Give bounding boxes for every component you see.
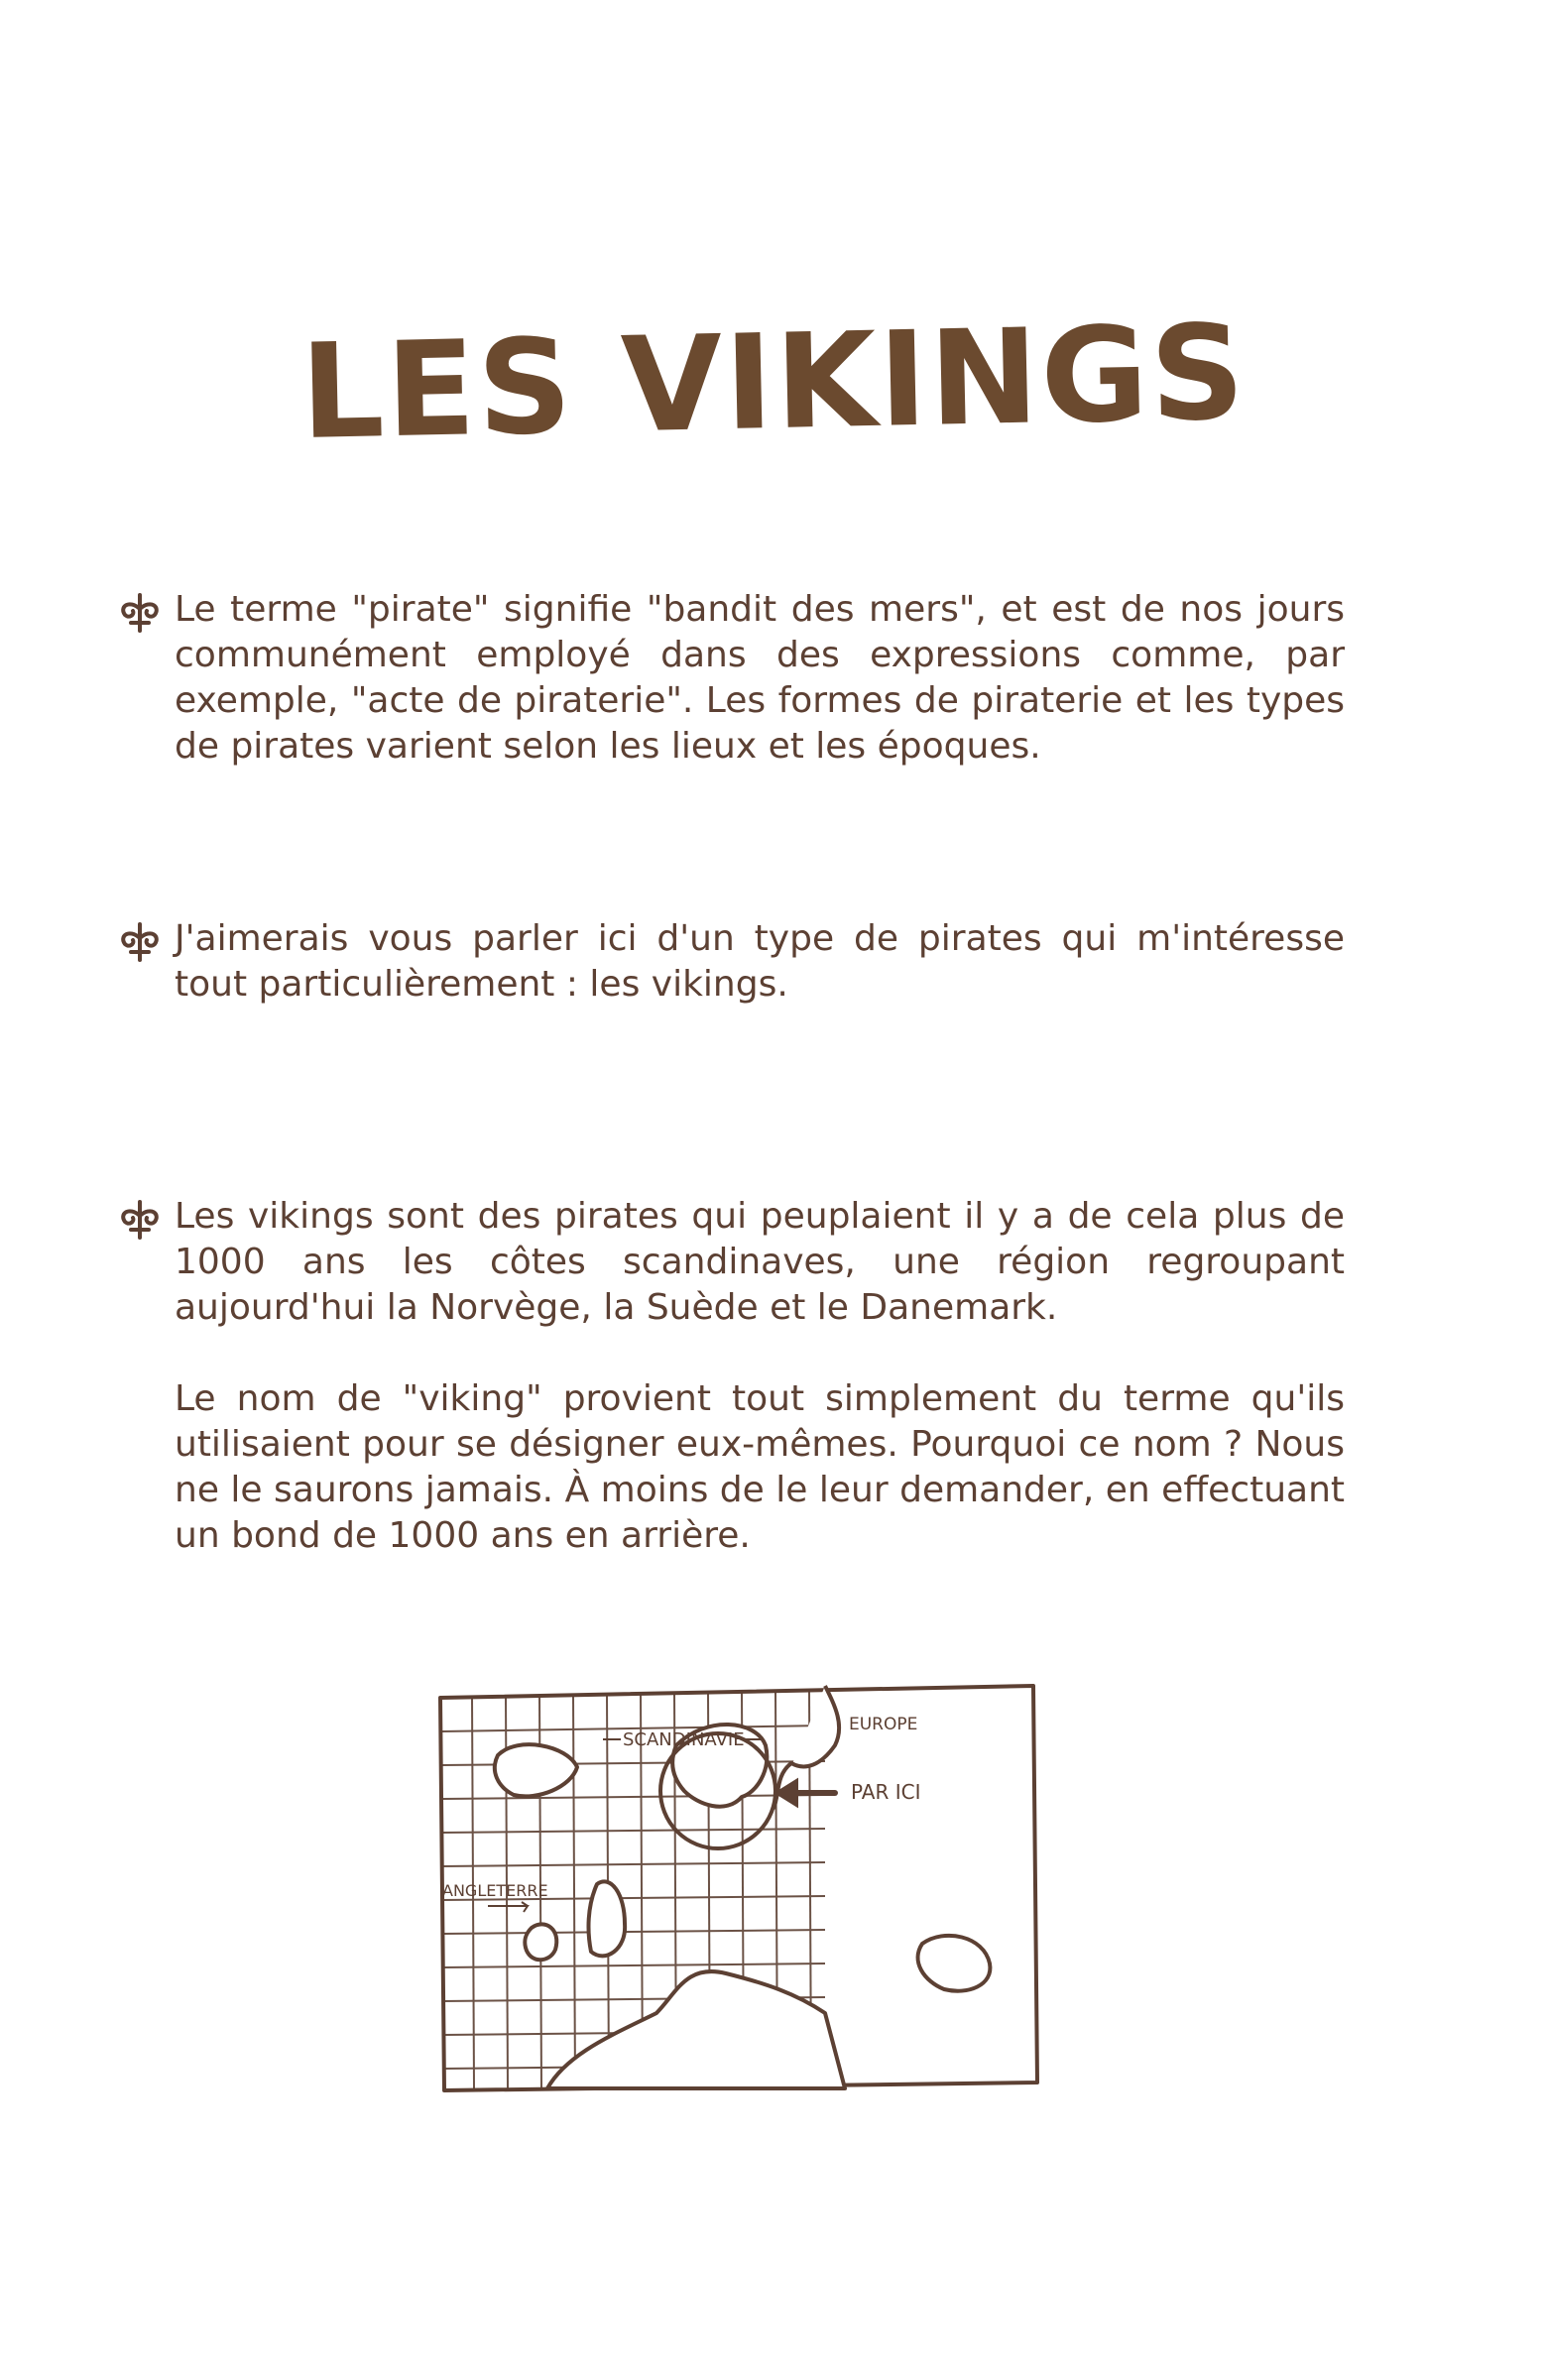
fleur-de-lis-icon: [115, 1194, 165, 1244]
mainland-shape: [547, 1971, 845, 2088]
arrow-icon: [779, 1783, 835, 1803]
page-title: LES VIKINGS: [298, 297, 1249, 470]
paragraph-2: J'aimerais vous parler ici d'un type de pirates qui m'intéresse tout particulièrement : les vikings.: [175, 918, 1345, 1005]
england-shape: [589, 1881, 626, 1956]
map-label-europe: EUROPE: [849, 1715, 918, 1734]
map-label-par-ici: PAR ICI: [851, 1780, 921, 1804]
fleur-de-lis-icon: [115, 587, 165, 637]
paragraph-1: Le terme "pirate" signifie "bandit des mers", et est de nos jours communément employé dans des expressions comme, par exemple, "acte de piraterie". Les formes de piraterie et les types de pirates varient selon les lieux et les époques.: [175, 589, 1345, 767]
paragraph-3: Les vikings sont des pirates qui peuplaient il y a de cela plus de 1000 ans les côtes scandinaves, une région regroupant aujourd'hui la Norvège, la Suède et le Danemark.: [175, 1196, 1345, 1328]
map-illustration: [428, 1676, 1043, 2102]
fleur-de-lis-icon: [115, 916, 165, 966]
map-label-angleterre: ANGLETERRE: [442, 1881, 548, 1900]
iceland-shape: [495, 1744, 577, 1796]
ireland-shape: [525, 1924, 556, 1960]
map-label-scandinavie: SCANDINAVIE: [623, 1729, 745, 1750]
paragraph-4: Le nom de "viking" provient tout simplement du terme qu'ils utilisaient pour se désigner eux-mêmes. Pourquoi ce nom ? Nous ne le saurons jamais. À moins de le leur demander, en effectuant un bond de 1000 ans en arrière.: [175, 1378, 1345, 1556]
island-east-shape: [918, 1936, 991, 1991]
